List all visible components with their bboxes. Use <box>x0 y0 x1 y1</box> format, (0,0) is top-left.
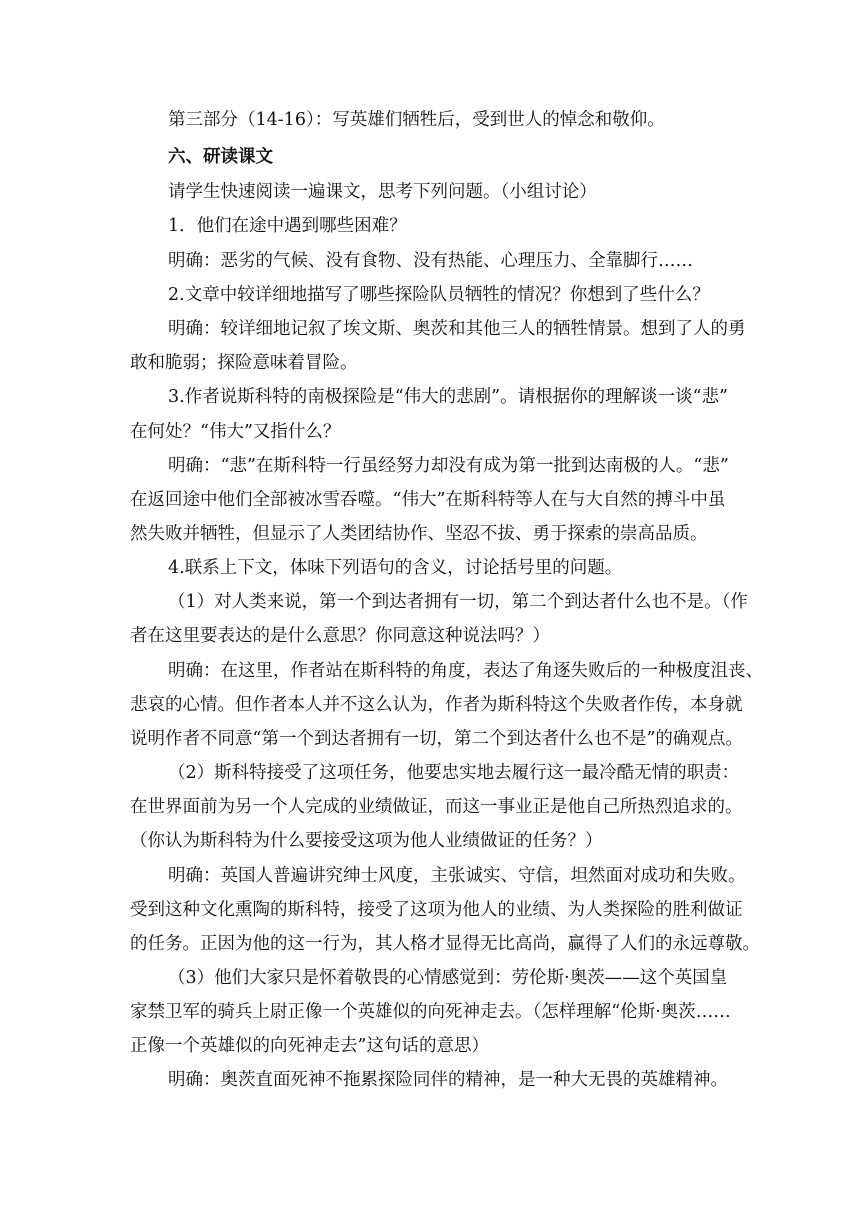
section-three-summary: 第三部分（14-16）：写英雄们牺牲后，受到世人的悼念和敬仰。 <box>168 110 665 130</box>
question-3-line-1: 3.作者说斯科特的南极探险是“伟大的悲剧”。请根据你的理解谈一谈“悲” <box>168 387 728 407</box>
question-3-line-2: 在何处？“伟大”又指什么？ <box>130 422 341 442</box>
answer-2-line-2: 敢和脆弱；探险意味着冒险。 <box>130 353 358 373</box>
sub-answer-2-line-2: 受到这种文化熏陶的斯科特，接受了这项为他人的业绩、为人类探险的胜利做证 <box>130 900 743 920</box>
section-heading-study-text: 六、研读课文 <box>168 147 273 167</box>
answer-3-line-1: 明确：“悲”在斯科特一行虽经努力却没有成为第一批到达南极的人。“悲” <box>168 456 729 476</box>
sub-question-3-line-1: （3）他们大家只是怀着敬畏的心情感觉到：劳伦斯·奥茨——这个英国皇 <box>168 968 728 988</box>
sub-question-3-line-2: 家禁卫军的骑兵上尉正像一个英雄似的向死神走去。（怎样理解“伦斯·奥茨…… <box>130 1002 731 1022</box>
question-4: 4.联系上下文，体味下列语句的含义，讨论括号里的问题。 <box>168 558 623 578</box>
answer-1: 明确：恶劣的气候、没有食物、没有热能、心理压力、全靠脚行…… <box>168 251 693 271</box>
answer-3-line-3: 然失败并牺牲，但显示了人类团结协作、坚忍不拔、勇于探索的崇高品质。 <box>130 524 708 544</box>
question-1: 1．他们在途中遇到哪些困难？ <box>168 216 407 236</box>
sub-question-1-line-1: （1）对人类来说，第一个到达者拥有一切，第二个到达者什么也不是。（作 <box>168 592 748 612</box>
answer-2-line-1: 明确：较详细地记叙了埃文斯、奥茨和其他三人的牺牲情景。想到了人的勇 <box>168 319 746 339</box>
sub-question-2-line-2: 在世界面前为另一个人完成的业绩做证，而这一事业正是他自己所热烈追求的。 <box>130 797 743 817</box>
sub-question-3-line-3: 正像一个英雄似的向死神走去”这句话的意思） <box>130 1036 489 1056</box>
sub-answer-1-line-1: 明确：在这里，作者站在斯科特的角度，表达了角逐失败后的一种极度沮丧、 <box>168 661 763 681</box>
sub-question-1-line-2: 者在这里要表达的是什么意思？你同意这种说法吗？） <box>130 626 550 646</box>
sub-answer-1-line-2: 悲哀的心情。但作者本人并不这么认为，作者为斯科特这个失败者作传，本身就 <box>130 695 743 715</box>
sub-question-2-line-3: （你认为斯科特为什么要接受这项为他人业绩做证的任务？） <box>130 831 603 851</box>
sub-question-2-line-1: （2）斯科特接受了这项任务，他要忠实地去履行这一最冷酷无情的职责： <box>168 763 740 783</box>
sub-answer-2-line-1: 明确：英国人普遍讲究绅士风度，主张诚实、守信，坦然面对成功和失败。 <box>168 866 746 886</box>
sub-answer-2-line-3: 的任务。正因为他的这一行为，其人格才显得无比高尚，赢得了人们的永远尊敬。 <box>130 934 760 954</box>
answer-3-line-2: 在返回途中他们全部被冰雪吞噬。“伟大”在斯科特等人在与大自然的搏斗中虽 <box>130 490 726 510</box>
sub-answer-1-line-3: 说明作者不同意“第一个到达者拥有一切，第二个到达者什么也不是”的确观点。 <box>130 729 743 749</box>
sub-answer-3: 明确：奥茨直面死神不拖累探险同伴的精神，是一种大无畏的英雄精神。 <box>168 1070 728 1090</box>
question-2: 2.文章中较详细地描写了哪些探险队员牺牲的情况？你想到了些什么？ <box>168 285 710 305</box>
instruction-line: 请学生快速阅读一遍课文，思考下列问题。（小组讨论） <box>168 182 597 202</box>
